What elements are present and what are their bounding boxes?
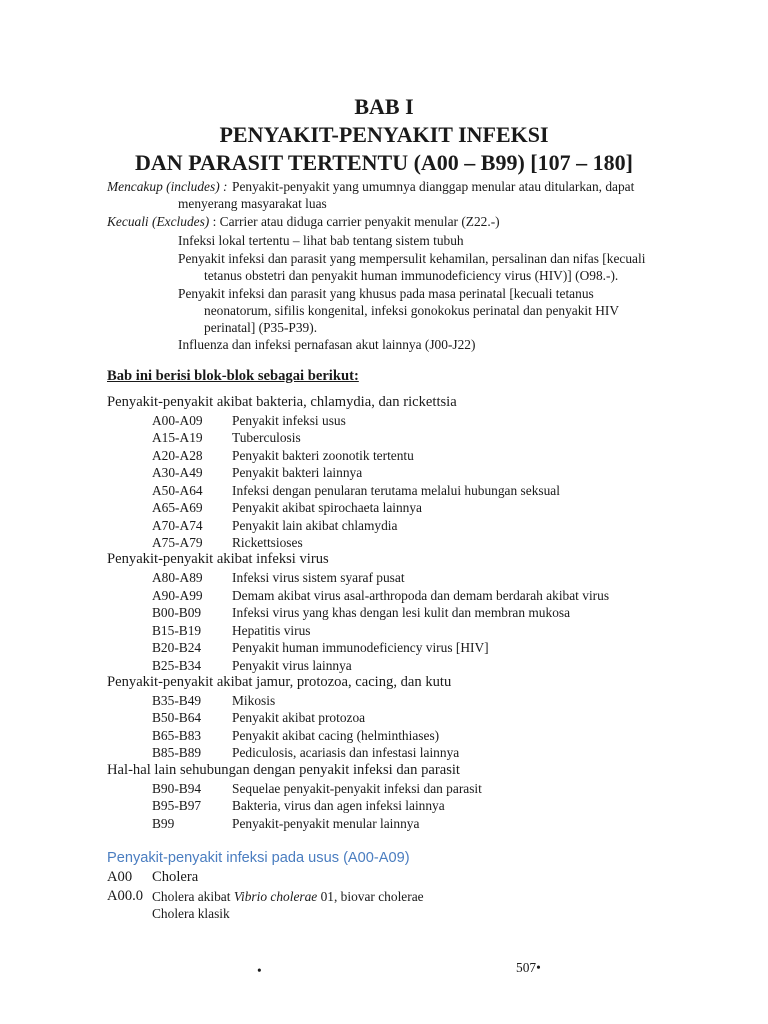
block-code: B99 <box>152 816 175 831</box>
block-desc: Infeksi virus yang khas dengan lesi kulit dan membran mukosa <box>232 605 571 620</box>
block-desc: Penyakit-penyakit menular lainnya <box>232 816 420 831</box>
footer-bullet: • <box>257 963 262 978</box>
code-a000-post: 01, biovar cholerae <box>317 889 424 904</box>
block-desc: Penyakit bakteri lainnya <box>232 465 363 480</box>
code-a000-text <box>152 888 424 905</box>
block-desc: Pediculosis, acariasis dan infestasi lainnya <box>232 745 460 760</box>
excludes-first: : Carrier atau diduga carrier penyakit menular (Z22.-) <box>212 214 500 229</box>
chapter-title-line-2: PENYAKIT-PENYAKIT INFEKSI <box>219 122 549 147</box>
includes-text-2: menyerang masyarakat luas <box>178 196 327 211</box>
block-desc: Bakteria, virus dan agen infeksi lainnya <box>232 798 445 813</box>
excludes-item: Infeksi lokal tertentu – lihat bab tentang sistem tubuh <box>178 233 464 248</box>
excludes-item: tetanus obstetri dan penyakit human immunodeficiency virus (HIV)] (O98.-). <box>204 268 619 283</box>
blocks-heading: Bab ini berisi blok-blok sebagai berikut: <box>107 368 359 384</box>
block-desc: Penyakit akibat cacing (helminthiases) <box>232 728 440 743</box>
block-code: A65-A69 <box>152 500 203 515</box>
block-code: A20-A28 <box>152 448 203 463</box>
block-desc: Tuberculosis <box>232 430 301 445</box>
excludes-label: Kecuali (Excludes) <box>107 214 210 229</box>
block-code: B25-B34 <box>152 658 202 673</box>
code-a000-pre: Cholera akibat <box>152 889 234 904</box>
block-desc: Penyakit bakteri zoonotik tertentu <box>232 448 414 463</box>
chapter-title <box>0 93 768 177</box>
includes-text-1: Penyakit-penyakit yang umumnya dianggap menular atau ditularkan, dapat <box>232 179 635 194</box>
block-desc: Sequelae penyakit-penyakit infeksi dan parasit <box>232 781 482 796</box>
block-desc: Penyakit virus lainnya <box>232 658 352 673</box>
block-code: B15-B19 <box>152 623 202 638</box>
includes-label: Mencakup (includes) : <box>107 179 228 194</box>
chapter-title-line-3: DAN PARASIT TERTENTU (A00 – B99) [107 – 180] <box>135 150 633 175</box>
block-desc: Hepatitis virus <box>232 623 311 638</box>
block-code: B95-B97 <box>152 798 202 813</box>
group-heading: Penyakit-penyakit akibat bakteria, chlamydia, dan rickettsia <box>107 394 457 410</box>
page-number: 507• <box>516 960 541 975</box>
code-a00: A00 <box>107 869 133 885</box>
block-code: B85-B89 <box>152 745 202 760</box>
section-heading: Penyakit-penyakit infeksi pada usus (A00-A09) <box>107 850 410 866</box>
excludes-item: Influenza dan infeksi pernafasan akut lainnya (J00-J22) <box>178 337 476 352</box>
block-desc: Mikosis <box>232 693 276 708</box>
block-code: B65-B83 <box>152 728 202 743</box>
block-desc: Penyakit lain akibat chlamydia <box>232 518 398 533</box>
excludes-line <box>107 213 500 230</box>
block-code: B90-B94 <box>152 781 202 796</box>
block-desc: Demam akibat virus asal-arthropoda dan demam berdarah akibat virus <box>232 588 610 603</box>
block-code: B20-B24 <box>152 640 202 655</box>
block-code: B00-B09 <box>152 605 202 620</box>
excludes-item: Penyakit infeksi dan parasit yang khusus pada masa perinatal [kecuali tetanus <box>178 286 594 301</box>
block-code: A80-A89 <box>152 570 203 585</box>
excludes-item: Penyakit infeksi dan parasit yang mempersulit kehamilan, persalinan dan nifas [kecuali <box>178 251 646 266</box>
block-code: A90-A99 <box>152 588 203 603</box>
chapter-title-line-1: BAB I <box>354 94 414 119</box>
block-code: A75-A79 <box>152 535 203 550</box>
code-a00-text: Cholera <box>152 869 199 885</box>
block-desc: Infeksi virus sistem syaraf pusat <box>232 570 405 585</box>
code-a000: A00.0 <box>107 888 144 904</box>
code-a000-italic: Vibrio cholerae <box>233 889 318 904</box>
block-desc: Infeksi dengan penularan terutama melalui hubungan seksual <box>232 483 560 498</box>
block-code: A70-A74 <box>152 518 203 533</box>
block-code: A15-A19 <box>152 430 203 445</box>
group-heading: Penyakit-penyakit akibat infeksi virus <box>107 551 329 567</box>
block-code: A50-A64 <box>152 483 203 498</box>
block-desc: Penyakit infeksi usus <box>232 413 346 428</box>
code-a000-sub: Cholera klasik <box>152 906 230 921</box>
block-desc: Rickettsioses <box>232 535 303 550</box>
block-desc: Penyakit akibat spirochaeta lainnya <box>232 500 423 515</box>
group-heading: Penyakit-penyakit akibat jamur, protozoa, cacing, dan kutu <box>107 674 452 690</box>
group-heading: Hal-hal lain sehubungan dengan penyakit infeksi dan parasit <box>107 762 460 778</box>
excludes-item: perinatal] (P35-P39). <box>204 320 318 335</box>
block-code: A00-A09 <box>152 413 203 428</box>
block-code: A30-A49 <box>152 465 203 480</box>
block-desc: Penyakit human immunodeficiency virus [HIV] <box>232 640 489 655</box>
block-code: B50-B64 <box>152 710 202 725</box>
block-code: B35-B49 <box>152 693 202 708</box>
excludes-item: neonatorum, sifilis kongenital, infeksi gonokokus perinatal dan penyakit HIV <box>204 303 620 318</box>
block-desc: Penyakit akibat protozoa <box>232 710 366 725</box>
